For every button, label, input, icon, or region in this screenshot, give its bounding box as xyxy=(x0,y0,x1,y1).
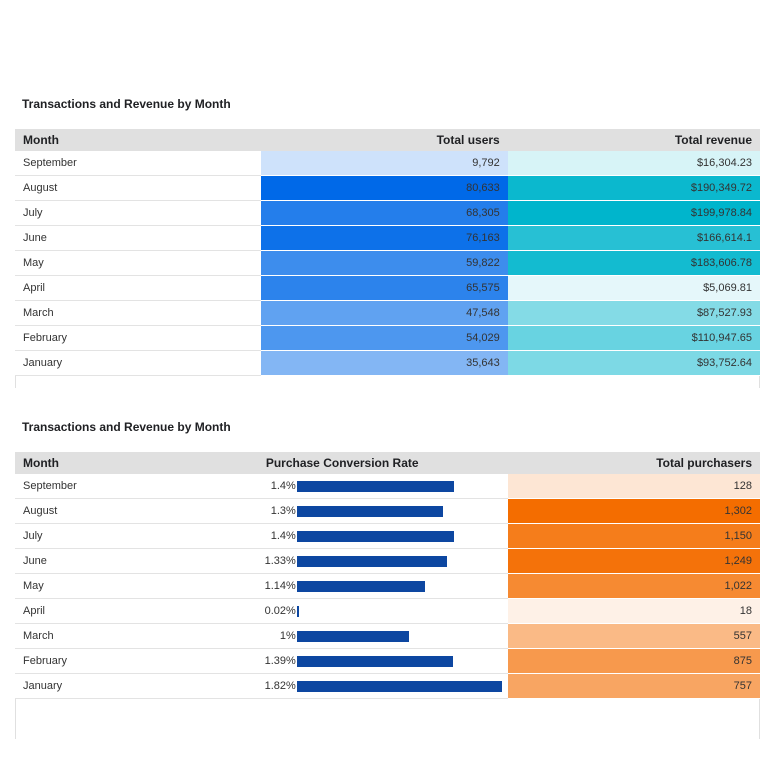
table-transactions-users-revenue xyxy=(15,96,760,388)
conversion-rate-label: 1.3% xyxy=(270,505,296,517)
column-header-month[interactable]: Month xyxy=(15,452,261,474)
table-row[interactable] xyxy=(15,649,760,674)
conversion-rate-label: 1.4% xyxy=(270,480,296,492)
column-header-month[interactable]: Month xyxy=(15,129,261,151)
table-row[interactable] xyxy=(15,351,760,376)
table2-body xyxy=(15,474,760,699)
cell-total-users: 65,575 xyxy=(261,276,508,301)
table-row[interactable] xyxy=(15,251,760,276)
table-row[interactable] xyxy=(15,599,760,624)
column-header-purchase-conversion-rate[interactable]: Purchase Conversion Rate xyxy=(261,452,508,474)
table-row[interactable] xyxy=(15,301,760,326)
cell-total-users: 59,822 xyxy=(261,251,508,276)
conversion-rate-bar-track xyxy=(297,481,502,492)
table-row[interactable] xyxy=(15,624,760,649)
table1-footer xyxy=(15,376,760,388)
table-row[interactable] xyxy=(15,326,760,351)
table-row[interactable] xyxy=(15,201,760,226)
cell-month: June xyxy=(15,549,261,574)
cell-total-revenue: $190,349.72 xyxy=(508,176,760,201)
conversion-rate-bar-track xyxy=(297,556,502,567)
table-row[interactable] xyxy=(15,276,760,301)
cell-total-users: 9,792 xyxy=(261,151,508,176)
cell-total-users: 76,163 xyxy=(261,226,508,251)
table1-body xyxy=(15,151,760,376)
cell-total-revenue: $199,978.84 xyxy=(508,201,760,226)
cell-purchase-conversion-rate xyxy=(261,524,508,549)
conversion-rate-bar xyxy=(297,681,502,692)
conversion-rate-bar-track xyxy=(297,606,502,617)
cell-purchase-conversion-rate xyxy=(261,474,508,499)
cell-total-revenue: $93,752.64 xyxy=(508,351,760,376)
conversion-rate-bar xyxy=(297,481,455,492)
table-row[interactable] xyxy=(15,226,760,251)
cell-purchase-conversion-rate xyxy=(261,574,508,599)
cell-total-purchasers: 557 xyxy=(508,624,760,649)
cell-month: July xyxy=(15,201,261,226)
cell-total-purchasers: 1,022 xyxy=(508,574,760,599)
conversion-rate-label: 0.02% xyxy=(264,605,296,617)
table2-title: Transactions and Revenue by Month xyxy=(22,420,231,434)
cell-total-users: 54,029 xyxy=(261,326,508,351)
conversion-rate-label: 1.4% xyxy=(270,530,296,542)
cell-total-revenue: $166,614.1 xyxy=(508,226,760,251)
cell-month: September xyxy=(15,474,261,499)
cell-total-revenue: $110,947.65 xyxy=(508,326,760,351)
table-row[interactable] xyxy=(15,499,760,524)
cell-month: March xyxy=(15,301,261,326)
cell-month: January xyxy=(15,674,261,699)
cell-month: May xyxy=(15,574,261,599)
table-row[interactable] xyxy=(15,674,760,699)
conversion-rate-label: 1.14% xyxy=(264,580,296,592)
conversion-rate-bar xyxy=(297,506,443,517)
cell-month: March xyxy=(15,624,261,649)
table-row[interactable] xyxy=(15,151,760,176)
cell-month: June xyxy=(15,226,261,251)
column-header-total-purchasers[interactable]: Total purchasers xyxy=(508,452,760,474)
cell-total-purchasers: 18 xyxy=(508,599,760,624)
conversion-rate-bar xyxy=(297,531,455,542)
table1-header-row xyxy=(15,129,760,151)
cell-total-purchasers: 875 xyxy=(508,649,760,674)
conversion-rate-bar-track xyxy=(297,581,502,592)
conversion-rate-bar xyxy=(297,606,299,617)
conversion-rate-bar xyxy=(297,556,447,567)
conversion-rate-bar xyxy=(297,631,410,642)
table-row[interactable] xyxy=(15,549,760,574)
conversion-rate-bar-track xyxy=(297,656,502,667)
conversion-rate-bar-track xyxy=(297,531,502,542)
cell-total-revenue: $183,606.78 xyxy=(508,251,760,276)
cell-month: August xyxy=(15,176,261,201)
cell-total-users: 68,305 xyxy=(261,201,508,226)
conversion-rate-bar xyxy=(297,581,425,592)
cell-purchase-conversion-rate xyxy=(261,499,508,524)
table1-title: Transactions and Revenue by Month xyxy=(22,97,231,111)
conversion-rate-label: 1.82% xyxy=(264,680,296,692)
cell-total-purchasers: 1,302 xyxy=(508,499,760,524)
conversion-rate-label: 1.39% xyxy=(264,655,296,667)
cell-total-purchasers: 1,249 xyxy=(508,549,760,574)
table2 xyxy=(15,452,760,699)
table-row[interactable] xyxy=(15,176,760,201)
conversion-rate-bar-track xyxy=(297,631,502,642)
table2-footer xyxy=(15,699,760,739)
cell-month: September xyxy=(15,151,261,176)
cell-total-users: 80,633 xyxy=(261,176,508,201)
conversion-rate-bar-track xyxy=(297,681,502,692)
cell-purchase-conversion-rate xyxy=(261,624,508,649)
cell-month: February xyxy=(15,649,261,674)
cell-month: July xyxy=(15,524,261,549)
conversion-rate-label: 1.33% xyxy=(264,555,296,567)
cell-total-revenue: $16,304.23 xyxy=(508,151,760,176)
cell-total-purchasers: 128 xyxy=(508,474,760,499)
cell-month: May xyxy=(15,251,261,276)
cell-purchase-conversion-rate xyxy=(261,549,508,574)
cell-purchase-conversion-rate xyxy=(261,649,508,674)
table-conversion-purchasers xyxy=(15,419,760,739)
cell-purchase-conversion-rate xyxy=(261,674,508,699)
cell-month: April xyxy=(15,599,261,624)
cell-total-revenue: $87,527.93 xyxy=(508,301,760,326)
conversion-rate-bar xyxy=(297,656,453,667)
cell-total-purchasers: 1,150 xyxy=(508,524,760,549)
table2-header-row xyxy=(15,452,760,474)
table-row[interactable] xyxy=(15,524,760,549)
cell-month: August xyxy=(15,499,261,524)
column-header-total-revenue[interactable]: Total revenue xyxy=(508,129,760,151)
cell-total-purchasers: 757 xyxy=(508,674,760,699)
cell-total-users: 47,548 xyxy=(261,301,508,326)
conversion-rate-label: 1% xyxy=(279,630,296,642)
cell-month: April xyxy=(15,276,261,301)
cell-purchase-conversion-rate xyxy=(261,599,508,624)
table1 xyxy=(15,129,760,376)
column-header-total-users[interactable]: Total users xyxy=(261,129,508,151)
cell-month: February xyxy=(15,326,261,351)
cell-total-users: 35,643 xyxy=(261,351,508,376)
cell-total-revenue: $5,069.81 xyxy=(508,276,760,301)
cell-month: January xyxy=(15,351,261,376)
table-row[interactable] xyxy=(15,574,760,599)
table-row[interactable] xyxy=(15,474,760,499)
conversion-rate-bar-track xyxy=(297,506,502,517)
